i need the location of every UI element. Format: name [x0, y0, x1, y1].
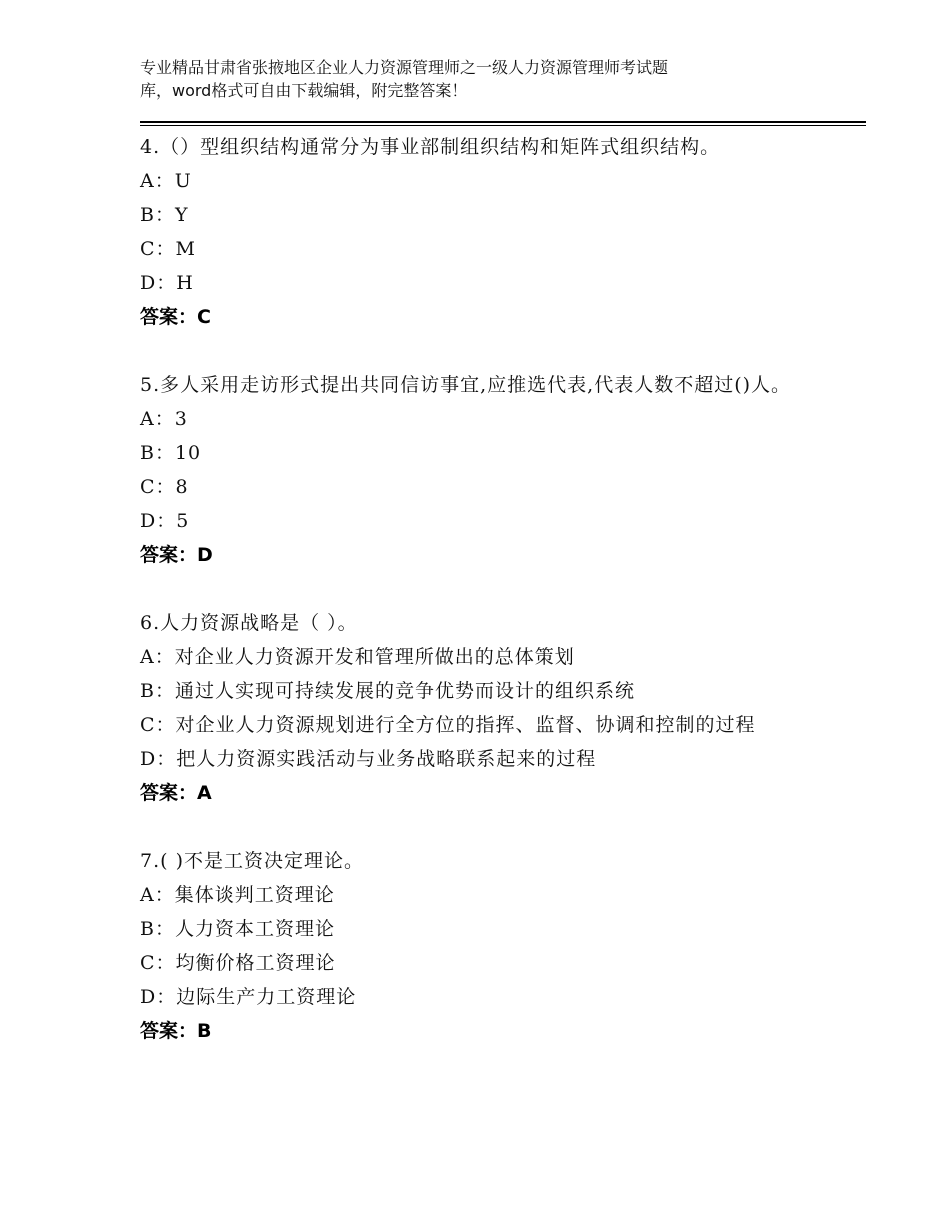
document-header	[140, 56, 800, 102]
option-c: C：对企业人力资源规划进行全方位的指挥、监督、协调和控制的过程	[140, 714, 756, 736]
header-line-2: 库，word格式可自由下载编辑，附完整答案！	[140, 81, 468, 100]
header-divider-thick	[140, 121, 866, 123]
option-b: B：Y	[140, 204, 189, 226]
option-c: C：8	[140, 476, 189, 498]
header-line-1: 专业精品甘肃省张掖地区企业人力资源管理师之一级人力资源管理师考试题	[140, 58, 669, 77]
header-divider-thin	[140, 125, 866, 126]
option-a: A：集体谈判工资理论	[140, 884, 335, 906]
question-5	[140, 368, 860, 572]
question-7	[140, 844, 860, 1048]
question-6	[140, 606, 860, 810]
option-b: B：通过人实现可持续发展的竞争优势而设计的组织系统	[140, 680, 635, 702]
option-d: D：边际生产力工资理论	[140, 986, 357, 1008]
question-stem: 5.多人采用走访形式提出共同信访事宜,应推选代表,代表人数不超过()人。	[140, 374, 792, 396]
answer-label: 答案：D	[140, 544, 213, 566]
option-a: A：U	[140, 170, 192, 192]
answer-label: 答案：C	[140, 306, 211, 328]
option-d: D：把人力资源实践活动与业务战略联系起来的过程	[140, 748, 597, 770]
answer-label: 答案：B	[140, 1020, 212, 1042]
question-list	[140, 130, 860, 1082]
option-a: A：3	[140, 408, 188, 430]
option-c: C：均衡价格工资理论	[140, 952, 336, 974]
question-4	[140, 130, 860, 334]
answer-label: 答案：A	[140, 782, 212, 804]
option-b: B：10	[140, 442, 202, 464]
option-b: B：人力资本工资理论	[140, 918, 335, 940]
option-a: A：对企业人力资源开发和管理所做出的总体策划	[140, 646, 575, 668]
option-d: D：5	[140, 510, 190, 532]
question-stem: 7.( )不是工资决定理论。	[140, 850, 364, 872]
question-stem: 4.（）型组织结构通常分为事业部制组织结构和矩阵式组织结构。	[140, 136, 721, 158]
question-stem: 6.人力资源战略是（ ）。	[140, 612, 358, 634]
option-d: D：H	[140, 272, 194, 294]
option-c: C：M	[140, 238, 196, 260]
